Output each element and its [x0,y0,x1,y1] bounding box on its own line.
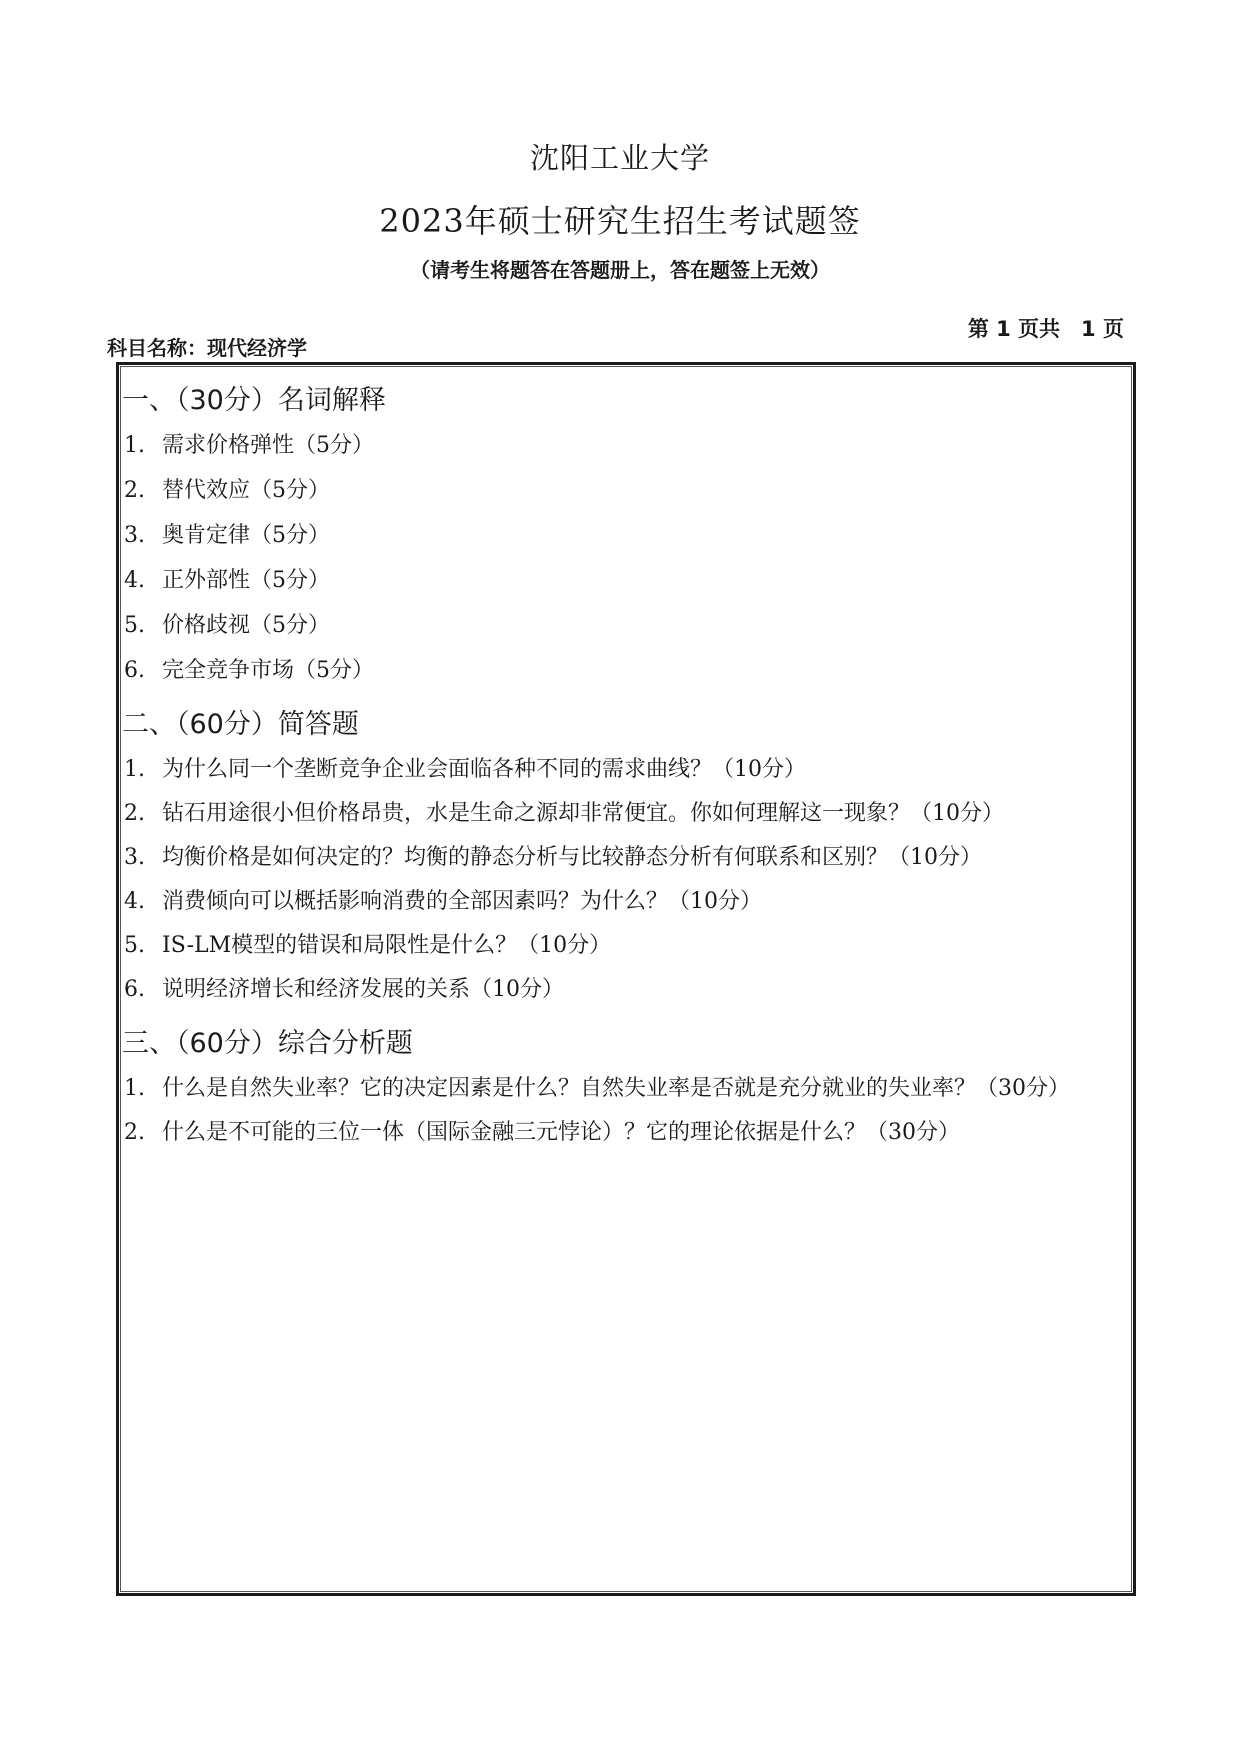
section-heading: 三、（60分）综合分析题 [122,1028,413,1059]
question-number: 2. [124,1120,145,1145]
question-item [120,799,1130,829]
question-item [120,431,1130,461]
question-text: 替代效应（5分） [162,478,330,503]
section-terms [120,378,1130,686]
question-item [120,521,1130,551]
question-number: 2. [124,801,145,826]
question-number: 1. [124,757,145,782]
section-heading: 一、（30分）名词解释 [122,385,386,416]
question-text: 钻石用途很小但价格昂贵，水是生命之源却非常便宜。你如何理解这一现象？（10分） [162,801,1004,826]
question-number: 1. [124,1076,145,1101]
question-number: 6. [124,977,145,1002]
section-heading: 二、（60分）简答题 [122,709,359,740]
question-list [120,755,1130,1005]
question-item [120,656,1130,686]
question-text: 奥肯定律（5分） [162,523,330,548]
question-list [120,1074,1130,1148]
question-number: 5. [124,613,145,638]
question-list [120,431,1130,686]
section-analysis [120,1021,1130,1148]
question-number: 4. [124,568,145,593]
question-item [120,975,1130,1005]
question-number: 2. [124,478,145,503]
question-item [120,566,1130,596]
question-text: IS-LM模型的错误和局限性是什么？（10分） [162,933,612,958]
section-short-answer [120,702,1130,1005]
question-text: 价格歧视（5分） [162,613,330,638]
question-number: 3. [124,523,145,548]
question-text: 什么是不可能的三位一体（国际金融三元悖论）？它的理论依据是什么？（30分） [162,1120,960,1145]
question-item [120,1074,1130,1104]
question-text: 消费倾向可以概括影响消费的全部因素吗？为什么？（10分） [162,889,762,914]
question-content [120,378,1130,1164]
question-number: 6. [124,658,145,683]
question-text: 说明经济增长和经济发展的关系（10分） [162,977,564,1002]
question-text: 什么是自然失业率？它的决定因素是什么？自然失业率是否就是充分就业的失业率？（30分） [162,1076,1070,1101]
question-text: 需求价格弹性（5分） [162,433,374,458]
question-item [120,931,1130,961]
question-number: 4. [124,889,145,914]
question-item [120,755,1130,785]
question-number: 3. [124,845,145,870]
question-text: 均衡价格是如何决定的？均衡的静态分析与比较静态分析有何联系和区别？（10分） [162,845,982,870]
question-number: 5. [124,933,145,958]
subject-name: 科目名称：现代经济学 [107,336,307,360]
question-text: 为什么同一个垄断竞争企业会面临各种不同的需求曲线？（10分） [162,757,806,782]
page-info: 第 1 页共 1 页 [967,317,1124,341]
question-item [120,476,1130,506]
question-text: 正外部性（5分） [162,568,330,593]
question-item [120,611,1130,641]
exam-title: 2023年硕士研究生招生考试题签 [379,202,861,240]
question-item [120,843,1130,873]
university-name: 沈阳工业大学 [529,141,710,175]
question-text: 完全竞争市场（5分） [162,658,374,683]
question-item [120,1118,1130,1148]
question-item [120,887,1130,917]
question-number: 1. [124,433,145,458]
answer-notice: （请考生将题答在答题册上，答在题签上无效） [410,258,830,282]
